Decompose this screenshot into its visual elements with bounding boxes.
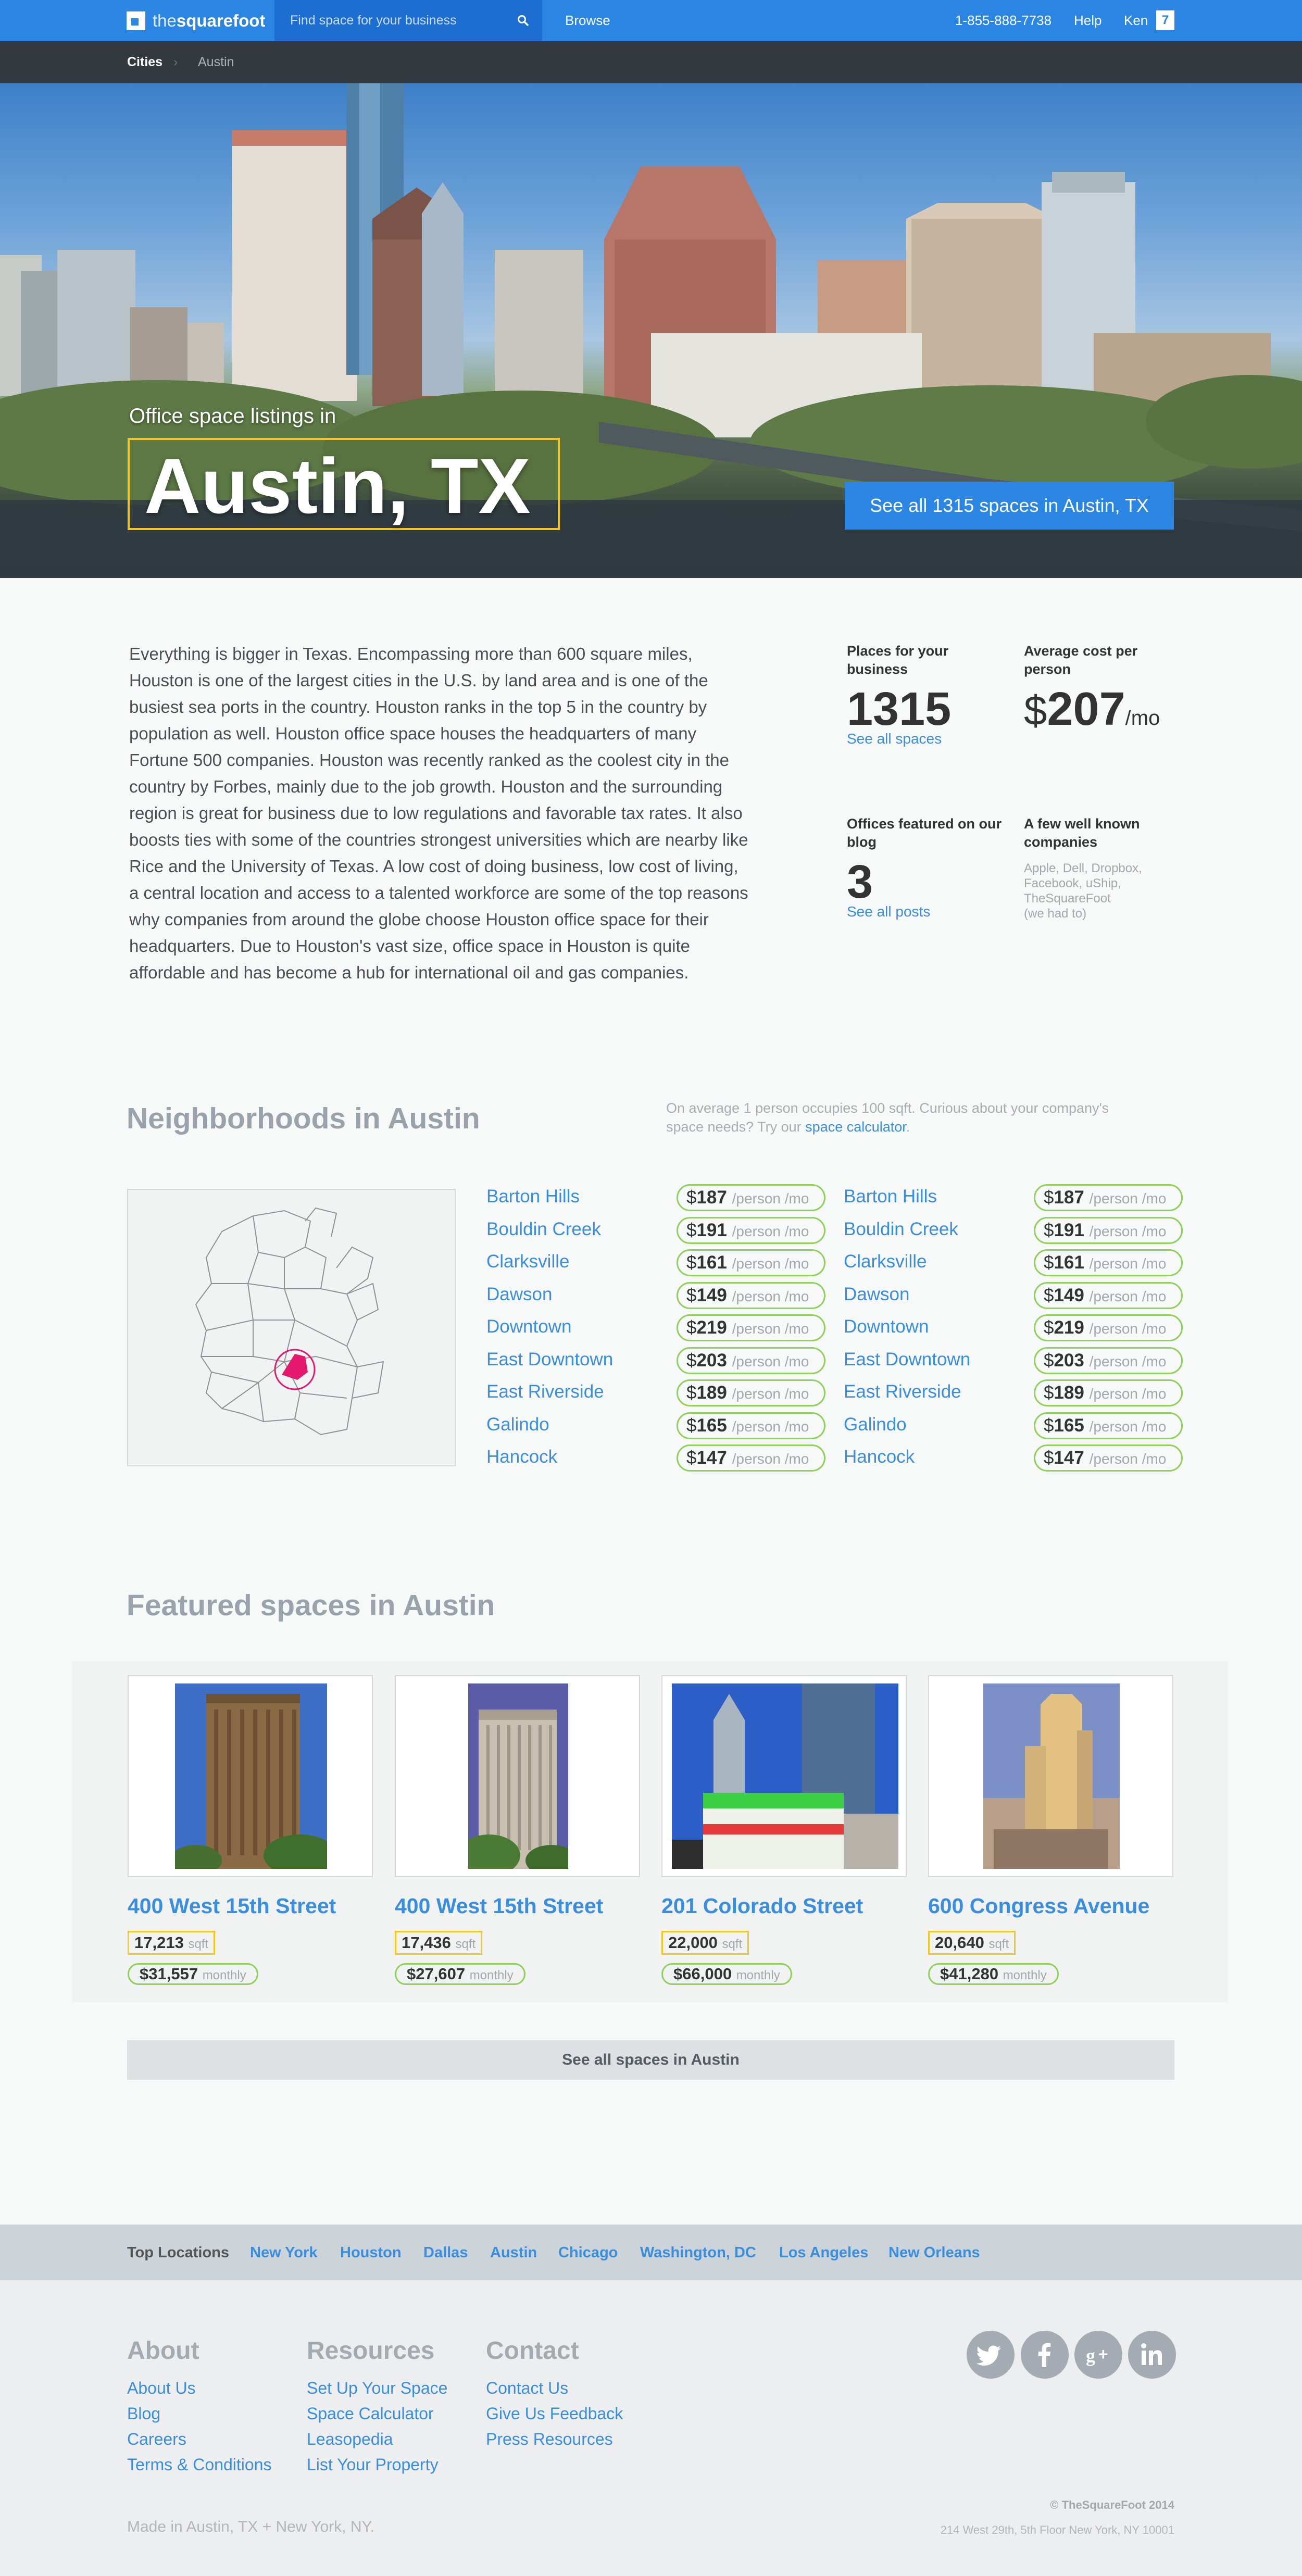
featured-space-price-pill (928, 1963, 1059, 1985)
neighborhood-price-pill (1034, 1347, 1183, 1374)
austin-map-outline (128, 1190, 457, 1467)
twitter-icon[interactable] (967, 2331, 1015, 2379)
featured-space-price-pill (661, 1963, 792, 1985)
neighborhood-name-link[interactable]: Galindo (844, 1414, 907, 1435)
footer-link-space-calculator[interactable]: Space Calculator (307, 2404, 434, 2423)
footer-link-feedback[interactable]: Give Us Feedback (486, 2404, 623, 2423)
svg-text:g: g (1086, 2345, 1095, 2366)
neighborhood-row[interactable] (844, 1410, 1208, 1442)
neighborhood-price-pill (1034, 1249, 1183, 1276)
top-locations-bar (0, 2225, 1302, 2280)
sqft-value: 22,000 (668, 1933, 718, 1952)
hero-title: Austin, TX (144, 442, 531, 530)
top-location-link[interactable]: Los Angeles (779, 2244, 869, 2261)
price-unit: /person /mo (732, 1288, 809, 1304)
monthly-price-value: $41,280 (940, 1965, 999, 1983)
breadcrumb-chevron-icon: › (173, 55, 178, 69)
price-unit: /person /mo (1089, 1353, 1167, 1369)
building-photo (672, 1683, 898, 1869)
stat-blog (847, 815, 1013, 920)
price-unit: /person /mo (732, 1255, 809, 1272)
logo-mark-icon (127, 11, 145, 30)
neighborhood-row[interactable] (486, 1442, 851, 1475)
price-value: 161 (696, 1252, 727, 1273)
sqft-value: 17,436 (402, 1933, 451, 1952)
sqft-value: 17,213 (134, 1933, 184, 1952)
neighborhood-map[interactable] (127, 1189, 456, 1466)
neighborhood-name-link[interactable]: Dawson (486, 1284, 553, 1304)
neighborhood-name-link[interactable]: East Downtown (844, 1349, 971, 1369)
price-value: 187 (696, 1187, 727, 1208)
facebook-icon[interactable] (1021, 2331, 1069, 2379)
featured-space-title-link[interactable]: 600 Congress Avenue (928, 1894, 1150, 1918)
see-all-spaces-button[interactable]: See all spaces in Austin (127, 2040, 1174, 2080)
search-bar (274, 0, 542, 41)
neighborhood-price-pill (677, 1282, 825, 1309)
neighborhood-row[interactable] (486, 1215, 851, 1247)
neighborhood-name-link[interactable]: Hancock (844, 1447, 915, 1467)
neighborhood-name-link[interactable]: Downtown (844, 1316, 929, 1337)
breadcrumb (0, 41, 1302, 83)
price-currency: $ (686, 1415, 697, 1436)
price-value: 191 (1054, 1220, 1084, 1240)
space-calculator-note (666, 1099, 1145, 1136)
price-value: 161 (1054, 1252, 1084, 1273)
neighborhood-price-pill (677, 1412, 825, 1439)
price-currency: $ (686, 1252, 697, 1273)
price-unit: /person /mo (1089, 1451, 1167, 1467)
stat-cost-figure (1024, 683, 1180, 746)
svg-text:+: + (1098, 2345, 1108, 2364)
featured-space-price-pill (395, 1963, 525, 1985)
neighborhood-name-link[interactable]: East Riverside (844, 1381, 961, 1402)
price-currency: $ (1044, 1383, 1054, 1403)
footer-copyright: © TheSquareFoot 2014 (1050, 2498, 1174, 2511)
price-currency: $ (686, 1350, 697, 1371)
neighborhood-row[interactable] (486, 1280, 851, 1312)
price-unit: /person /mo (1089, 1321, 1167, 1337)
price-unit: /person /mo (1089, 1190, 1167, 1207)
price-currency: $ (686, 1448, 697, 1468)
neighborhood-name-link[interactable]: Clarksville (844, 1251, 927, 1272)
top-location-link[interactable]: Austin (490, 2244, 537, 2261)
neighborhood-row[interactable] (486, 1312, 851, 1344)
stat-companies-note: (we had to) (1024, 907, 1087, 921)
monthly-price-value: $27,607 (407, 1965, 466, 1983)
footer-address: 214 West 29th, 5th Floor New York, NY 10001 (940, 2523, 1174, 2536)
stat-companies (1024, 815, 1165, 921)
price-unit: /person /mo (1089, 1386, 1167, 1402)
linkedin-icon[interactable] (1128, 2331, 1176, 2379)
price-currency: $ (1044, 1220, 1054, 1240)
neighborhood-price-pill (677, 1444, 825, 1472)
featured-space-title-link[interactable]: 201 Colorado Street (661, 1894, 863, 1918)
footer-link-terms[interactable]: Terms & Conditions (127, 2455, 272, 2474)
top-location-link[interactable]: New Orleans (888, 2244, 980, 2261)
hero-subtitle: Office space listings in (129, 405, 336, 428)
price-value: 147 (1054, 1448, 1084, 1468)
top-location-link[interactable]: New York (250, 2244, 318, 2261)
sqft-value: 20,640 (935, 1933, 984, 1952)
hero-title-box (128, 438, 560, 530)
price-value: 189 (1054, 1383, 1084, 1403)
neighborhood-row[interactable] (844, 1442, 1208, 1475)
footer-link-blog[interactable]: Blog (127, 2404, 161, 2423)
neighborhood-price-pill (1034, 1444, 1183, 1472)
neighborhood-row[interactable] (844, 1377, 1208, 1410)
featured-space-title-link[interactable]: 400 West 15th Street (128, 1894, 336, 1918)
neighborhood-row[interactable] (844, 1182, 1208, 1214)
stat-average-cost (1024, 642, 1180, 746)
neighborhood-name-link[interactable]: East Riverside (486, 1381, 604, 1402)
top-location-link[interactable]: Dallas (423, 2244, 468, 2261)
featured-space-sqft-badge (928, 1931, 1016, 1955)
stat-cost-unit: /mo (1125, 707, 1160, 730)
price-currency: $ (1044, 1252, 1054, 1273)
space-calculator-note-end: . (906, 1119, 910, 1135)
price-currency: $ (686, 1187, 697, 1208)
neighborhood-name-link[interactable]: Galindo (486, 1414, 549, 1435)
price-value: 203 (696, 1350, 727, 1371)
neighborhood-price-pill (1034, 1379, 1183, 1406)
price-value: 147 (696, 1448, 727, 1468)
featured-card-image-3[interactable] (661, 1675, 907, 1877)
footer-link-about-us[interactable]: About Us (127, 2379, 196, 2397)
monthly-price-value: $66,000 (673, 1965, 732, 1983)
price-currency: $ (686, 1285, 697, 1305)
footer-made-in: Made in Austin, TX + New York, NY. (127, 2518, 374, 2535)
monthly-price-value: $31,557 (140, 1965, 198, 1983)
price-value: 165 (1054, 1415, 1084, 1436)
neighborhood-name-link[interactable]: Barton Hills (844, 1186, 937, 1207)
stat-places-label: Places for your business (847, 643, 949, 677)
sqft-unit: sqft (722, 1937, 743, 1951)
top-locations-label: Top Locations (127, 2244, 230, 2261)
featured-space-sqft-badge (395, 1931, 482, 1955)
price-unit: /person /mo (732, 1418, 809, 1435)
browse-link[interactable]: Browse (565, 12, 610, 28)
neighborhood-name-link[interactable]: Bouldin Creek (486, 1218, 601, 1239)
sqft-unit: sqft (188, 1937, 209, 1951)
price-value: 219 (696, 1317, 727, 1338)
neighborhood-price-pill (677, 1217, 825, 1244)
stat-places-value: 1315 (847, 683, 952, 735)
top-location-link[interactable]: Washington, DC (640, 2244, 756, 2261)
stat-cost-value: 207 (1047, 683, 1125, 735)
search-icon[interactable] (517, 15, 529, 26)
neighborhood-price-pill (677, 1184, 825, 1211)
city-description: Everything is bigger in Texas. Encompassing more than 600 square miles, Houston is one of the largest cities in the U.S. by land area and is one of the busiest sea ports in the country. Houston ranks in the top 5 in the country by population as well. Houston office space houses the headquarters of many Fortune 500 companies. Houston was recently ranked as the coolest city in the country by Forbes, mainly due to the job growth. Houston and the surrounding region is great for business due to low regulations and favorable tax rates. It also boosts ties with some of the countries strongest universities which are nearby like Rice and the University of Texas. A low cost of doing business, low cost of living, a central location and access to a talented workforce are some of the top reasons why companies from around the globe choose Houston office space for their headquarters. Due to Houston's vast size, office space in Houston is quite affordable and has become a hub for international oil and gas companies. (129, 644, 748, 982)
neighborhoods-heading: Neighborhoods in Austin (127, 1102, 480, 1135)
featured-card-image-4[interactable] (928, 1675, 1173, 1877)
featured-heading: Featured spaces in Austin (127, 1589, 495, 1622)
neighborhood-name-link[interactable]: Barton Hills (486, 1186, 580, 1207)
neighborhood-price-pill (1034, 1412, 1183, 1439)
footer-contact-heading: Contact (486, 2337, 579, 2365)
neighborhood-row[interactable] (844, 1345, 1208, 1377)
neighborhood-name-link[interactable]: Dawson (844, 1284, 910, 1304)
price-value: 165 (696, 1415, 727, 1436)
stat-blog-value: 3 (847, 856, 873, 908)
neighborhood-name-link[interactable]: Bouldin Creek (844, 1218, 958, 1239)
neighborhood-row[interactable] (844, 1215, 1208, 1247)
price-unit: /person /mo (732, 1353, 809, 1369)
stat-cost-label: Average cost per person (1024, 643, 1138, 677)
price-value: 189 (696, 1383, 727, 1403)
price-currency: $ (1044, 1317, 1054, 1338)
featured-space-price-pill (128, 1963, 258, 1985)
price-currency: $ (686, 1317, 697, 1338)
building-photo (983, 1683, 1120, 1869)
neighborhood-row[interactable] (486, 1247, 851, 1279)
neighborhood-row[interactable] (486, 1345, 851, 1377)
neighborhood-price-pill (1034, 1217, 1183, 1244)
neighborhood-name-link[interactable]: Clarksville (486, 1251, 570, 1272)
neighborhood-price-pill (677, 1314, 825, 1341)
price-value: 203 (1054, 1350, 1084, 1371)
monthly-unit: monthly (1003, 1968, 1047, 1982)
price-currency: $ (1044, 1415, 1054, 1436)
featured-space-sqft-badge (128, 1931, 215, 1955)
price-unit: /person /mo (732, 1386, 809, 1402)
neighborhood-row[interactable] (844, 1247, 1208, 1279)
hero-banner (0, 83, 1302, 578)
user-menu[interactable]: Ken (1124, 12, 1148, 28)
price-unit: /person /mo (1089, 1418, 1167, 1435)
price-currency: $ (1044, 1448, 1054, 1468)
footer-link-contact-us[interactable]: Contact Us (486, 2379, 569, 2397)
stat-blog-label: Offices featured on our blog (847, 816, 1002, 850)
price-unit: /person /mo (1089, 1288, 1167, 1304)
price-value: 149 (696, 1285, 727, 1305)
space-calculator-link[interactable]: space calculator (805, 1119, 906, 1135)
space-calculator-note-text: On average 1 person occupies 100 sqft. Curious about your company's space needs? Try our (666, 1100, 1109, 1135)
price-unit: /person /mo (732, 1451, 809, 1467)
top-location-link[interactable]: Houston (340, 2244, 402, 2261)
footer-link-leasopedia[interactable]: Leasopedia (307, 2430, 393, 2448)
search-input[interactable] (290, 9, 498, 31)
help-link[interactable]: Help (1074, 12, 1102, 28)
featured-card-image-1[interactable] (128, 1675, 373, 1877)
stat-companies-list: Apple, Dell, Dropbox, Facebook, uShip, TheSquareFoot (1024, 861, 1142, 906)
neighborhood-row[interactable] (486, 1377, 851, 1410)
top-navigation-bar (0, 0, 1302, 41)
footer-link-careers[interactable]: Careers (127, 2430, 186, 2448)
footer-link-set-up-space[interactable]: Set Up Your Space (307, 2379, 448, 2397)
footer-link-press[interactable]: Press Resources (486, 2430, 613, 2448)
neighborhood-name-link[interactable]: Hancock (486, 1447, 558, 1467)
neighborhood-price-pill (1034, 1314, 1183, 1341)
price-currency: $ (686, 1220, 697, 1240)
neighborhood-price-pill (677, 1379, 825, 1406)
price-value: 149 (1054, 1285, 1084, 1305)
top-location-link[interactable]: Chicago (558, 2244, 618, 2261)
neighborhood-price-pill (1034, 1282, 1183, 1309)
neighborhood-row[interactable] (844, 1280, 1208, 1312)
see-all-spaces-cta-button[interactable]: See all 1315 spaces in Austin, TX (845, 482, 1174, 530)
breadcrumb-cities-link[interactable]: Cities (127, 55, 163, 69)
monthly-unit: monthly (736, 1968, 780, 1982)
building-photo (175, 1683, 327, 1869)
sqft-unit: sqft (455, 1937, 476, 1951)
price-value: 187 (1054, 1187, 1084, 1208)
sqft-unit: sqft (988, 1937, 1009, 1951)
price-value: 191 (696, 1220, 727, 1240)
neighborhood-row[interactable] (486, 1410, 851, 1442)
price-value: 219 (1054, 1317, 1084, 1338)
logo-text-light: the (153, 11, 177, 30)
featured-card-image-2[interactable] (395, 1675, 640, 1877)
stat-companies-label: A few well known companies (1024, 816, 1140, 850)
footer-about-heading: About (127, 2337, 199, 2365)
footer-resources-heading: Resources (307, 2337, 435, 2365)
neighborhood-row[interactable] (844, 1312, 1208, 1344)
neighborhood-price-pill (677, 1347, 825, 1374)
logo-text-bold: squarefoot (176, 11, 266, 30)
price-currency: $ (686, 1383, 697, 1403)
price-currency: $ (1044, 1350, 1054, 1371)
price-currency: $ (1044, 1187, 1054, 1208)
building-photo (468, 1683, 568, 1869)
stat-cost-currency: $ (1024, 687, 1047, 734)
price-unit: /person /mo (1089, 1223, 1167, 1239)
site-logo[interactable] (127, 10, 265, 31)
featured-space-title-link[interactable]: 400 West 15th Street (395, 1894, 604, 1918)
footer-link-list-property[interactable]: List Your Property (307, 2455, 439, 2474)
stat-places (847, 642, 1003, 747)
price-unit: /person /mo (732, 1190, 809, 1207)
featured-space-sqft-badge (661, 1931, 749, 1955)
price-unit: /person /mo (1089, 1255, 1167, 1272)
notification-badge[interactable]: 7 (1156, 10, 1174, 30)
monthly-unit: monthly (469, 1968, 514, 1982)
neighborhood-price-pill (677, 1249, 825, 1276)
price-unit: /person /mo (732, 1223, 809, 1239)
price-currency: $ (1044, 1285, 1054, 1305)
see-all-spaces-link[interactable]: See all spaces (847, 731, 942, 747)
breadcrumb-current: Austin (198, 55, 234, 69)
monthly-unit: monthly (202, 1968, 246, 1982)
google-plus-icon[interactable] (1074, 2331, 1122, 2379)
neighborhood-price-pill (1034, 1184, 1183, 1211)
price-unit: /person /mo (732, 1321, 809, 1337)
see-all-posts-link[interactable]: See all posts (847, 903, 931, 920)
neighborhood-row[interactable] (486, 1182, 851, 1214)
phone-number[interactable]: 1-855-888-7738 (955, 12, 1052, 28)
neighborhood-name-link[interactable]: East Downtown (486, 1349, 614, 1369)
neighborhood-name-link[interactable]: Downtown (486, 1316, 572, 1337)
